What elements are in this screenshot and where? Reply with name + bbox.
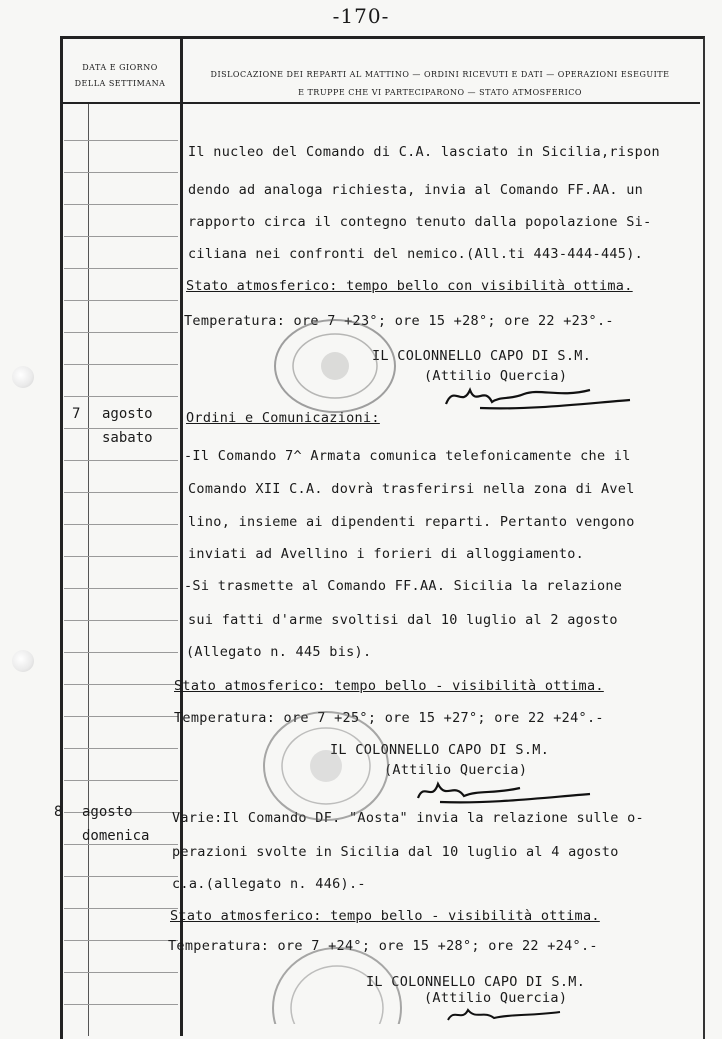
ruled-line — [64, 940, 178, 941]
entry-line: sui fatti d'arme svoltisi dal 10 luglio al 2 agosto — [188, 612, 618, 628]
weather-line — [174, 678, 604, 694]
ruled-line — [64, 492, 178, 493]
header-ops-line: DISLOCAZIONE DEI REPARTI AL MATTINO — ORDINI RICEVUTI E DATI — OPERAZIONI ESEGUITE — [210, 70, 670, 79]
ruled-line — [64, 524, 178, 525]
weekday-label: sabato — [102, 430, 153, 446]
ruled-line — [64, 236, 178, 237]
entry-line: (Allegato n. 445 bis). — [186, 644, 372, 660]
entry-line: Comando XII C.A. dovrà trasferirsi nella zona di Avel — [188, 481, 635, 497]
ruled-line — [64, 556, 178, 557]
ruled-line — [64, 620, 178, 621]
weather-label: Stato atmosferico: tempo bello con visibilità ottima. — [186, 278, 633, 294]
ruled-line — [64, 332, 178, 333]
official-stamp — [270, 316, 400, 416]
header-ops-line: E TRUPPE CHE VI PARTECIPARONO — STATO ATMOSFERICO — [298, 88, 582, 97]
handwritten-signature — [440, 1004, 590, 1024]
weekday-label: domenica — [82, 828, 150, 844]
entry-line: -Il Comando 7^ Armata comunica telefonicamente che il — [184, 448, 631, 464]
entry-line: -Si trasmette al Comando FF.AA. Sicilia la relazione — [184, 578, 623, 594]
month-label: agosto — [82, 804, 133, 820]
ruled-line — [64, 300, 178, 301]
header-date-line: DATA E GIORNO — [82, 63, 158, 72]
signature-title: IL COLONNELLO CAPO DI S.M. — [372, 348, 592, 364]
entry-line: dendo ad analoga richiesta, invia al Comando FF.AA. un — [188, 182, 644, 198]
entry-line: perazioni svolte in Sicilia dal 10 luglio al 4 agosto — [172, 844, 619, 860]
header-rule — [60, 102, 700, 104]
header-date-column — [64, 60, 176, 92]
official-stamp — [256, 706, 396, 826]
entry-line: Varie:Il Comando DF. "Aosta" invia la relazione sulle o- — [172, 810, 644, 826]
ruled-line — [64, 364, 178, 365]
ruled-line — [64, 460, 178, 461]
weather-label: Stato atmosferico: tempo bello - visibilità ottima. — [170, 908, 600, 924]
entry-line: inviati ad Avellino i forieri di alloggiamento. — [188, 546, 585, 562]
signature-name: (Attilio Quercia) — [424, 368, 568, 384]
ruled-line — [64, 780, 178, 781]
ruled-line — [64, 396, 178, 397]
signature-title: IL COLONNELLO CAPO DI S.M. — [330, 742, 550, 758]
day-number: 7 — [72, 406, 81, 422]
temperature-line: Temperatura: ore 7 +24°; ore 15 +28°; ore 22 +24°.- — [168, 938, 598, 954]
entry-line: ciliana nei confronti del nemico.(All.ti 443-444-445). — [188, 246, 644, 262]
entry-line: c.a.(allegato n. 446).- — [172, 876, 366, 892]
signature-name: (Attilio Quercia) — [384, 762, 528, 778]
month-label: agosto — [102, 406, 153, 422]
ruled-line — [64, 140, 178, 141]
header-date-line: DELLA SETTIMANA — [74, 79, 166, 88]
punch-hole — [12, 366, 34, 388]
ruled-line — [64, 652, 178, 653]
weather-line — [170, 908, 600, 924]
entry-line: Il nucleo del Comando di C.A. lasciato in Sicilia,rispon — [188, 144, 660, 160]
ruled-line — [64, 684, 178, 685]
day-number: 8 — [54, 804, 63, 820]
temperature-line: Temperatura: ore 7 +25°; ore 15 +27°; ore 22 +24°.- — [174, 710, 604, 726]
temperature-line: Temperatura: ore 7 +23°; ore 15 +28°; ore 22 +23°.- — [184, 313, 614, 329]
day-label — [82, 800, 149, 848]
ruled-line — [64, 716, 178, 717]
official-stamp — [262, 940, 412, 1024]
ruled-line — [64, 972, 178, 973]
header-operations-column — [190, 66, 690, 102]
ruled-line — [64, 748, 178, 749]
day-label — [102, 402, 153, 450]
section-heading-text: Ordini e Comunicazioni: — [186, 410, 380, 426]
handwritten-signature — [410, 774, 600, 808]
entry-line: rapporto circa il contegno tenuto dalla popolazione Si- — [188, 214, 652, 230]
handwritten-signature — [440, 378, 640, 416]
day-column-rule — [88, 104, 89, 1036]
signature-title: IL COLONNELLO CAPO DI S.M. — [366, 974, 586, 990]
ruled-line — [64, 268, 178, 269]
ruled-line — [64, 172, 178, 173]
weather-label: Stato atmosferico: tempo bello - visibilità ottima. — [174, 678, 604, 694]
ruled-line — [64, 588, 178, 589]
ruled-line — [64, 1004, 178, 1005]
signature-name: (Attilio Quercia) — [424, 990, 568, 1006]
ruled-line — [64, 876, 178, 877]
ruled-line — [64, 204, 178, 205]
entry-line: lino, insieme ai dipendenti reparti. Pertanto vengono — [188, 514, 635, 530]
page-number: -170- — [332, 4, 390, 28]
punch-hole — [12, 650, 34, 672]
weather-line — [186, 278, 633, 294]
ruled-line — [64, 908, 178, 909]
